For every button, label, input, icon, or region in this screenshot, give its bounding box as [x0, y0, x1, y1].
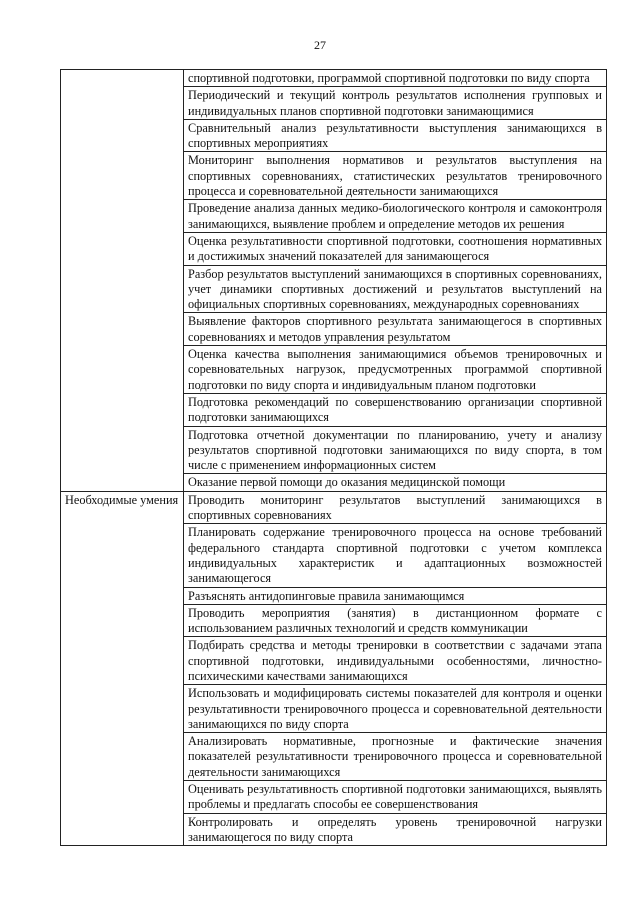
table-cell: Подбирать средства и методы тренировки в соответствии с задачами этапа спортивной подготовки, индивидуальными особенностями, личностно-психическими качествами занимающихся — [184, 637, 607, 685]
table-row — [61, 491, 607, 524]
table-cell: Сравнительный анализ результативности выступления занимающихся в спортивных мероприятиях — [184, 119, 607, 152]
table-cell: Мониторинг выполнения нормативов и результатов выступления на спортивных соревнованиях, статистических результатов тренировочного процесса и соревновательной деятельности занимающихся — [184, 152, 607, 200]
competency-table — [60, 69, 607, 846]
row-label-continued — [61, 70, 184, 492]
table-row — [61, 70, 607, 87]
table-cell: Подготовка рекомендаций по совершенствованию организации спортивной подготовки занимающихся — [184, 393, 607, 426]
table-cell: Оценка качества выполнения занимающимися объемов тренировочных и соревновательных нагрузок, предусмотренных программой спортивной подготовки по виду спорта и индивидуальным планом подготовки — [184, 346, 607, 394]
table-cell: Проводить мониторинг результатов выступлений занимающихся в спортивных соревнованиях — [184, 491, 607, 524]
table-cell: спортивной подготовки, программой спортивной подготовки по виду спорта — [184, 70, 607, 87]
table-cell: Контролировать и определять уровень тренировочной нагрузки занимающегося по виду спорта — [184, 813, 607, 846]
table-cell: Разбор результатов выступлений занимающихся в спортивных соревнованиях, учет динамики спортивных достижений и результатов выступлений на официальных спортивных соревнованиях, международных соревнованиях — [184, 265, 607, 313]
table-cell: Подготовка отчетной документации по планированию, учету и анализу результатов спортивной подготовки занимающихся по виду спорта, в том числе с применением информационных систем — [184, 426, 607, 474]
table-cell: Анализировать нормативные, прогнозные и фактические значения показателей результативности тренировочного процесса и соревновательной деятельности занимающихся — [184, 733, 607, 781]
row-label-skills: Необходимые умения — [61, 491, 184, 846]
table-cell: Оценивать результативность спортивной подготовки занимающихся, выявлять проблемы и предлагать способы ее совершенствования — [184, 781, 607, 814]
page-number: 27 — [314, 38, 326, 52]
table-cell: Проведение анализа данных медико-биологического контроля и самоконтроля занимающихся, выявление проблем и определение методов их решения — [184, 200, 607, 233]
table-cell: Планировать содержание тренировочного процесса на основе требований федерального стандарта спортивной подготовки с учетом комплекса индивидуальных характеристик и адаптационных возможностей занимающегося — [184, 524, 607, 587]
table-cell: Выявление факторов спортивного результата занимающегося в спортивных соревнованиях и методов управления результатом — [184, 313, 607, 346]
table-cell: Оценка результативности спортивной подготовки, соотношения нормативных и достижимых значений показателей для занимающегося — [184, 232, 607, 265]
table-cell: Разъяснять антидопинговые правила занимающимся — [184, 587, 607, 604]
table-cell: Использовать и модифицировать системы показателей для контроля и оценки результативности тренировочного процесса и соревновательной деятельности занимающихся по виду спорта — [184, 685, 607, 733]
table-cell: Периодический и текущий контроль результатов исполнения групповых и индивидуальных планов спортивной подготовки занимающимися — [184, 87, 607, 120]
table-cell: Оказание первой помощи до оказания медицинской помощи — [184, 474, 607, 491]
table-cell: Проводить мероприятия (занятия) в дистанционном формате с использованием различных технологий и средств коммуникации — [184, 604, 607, 637]
